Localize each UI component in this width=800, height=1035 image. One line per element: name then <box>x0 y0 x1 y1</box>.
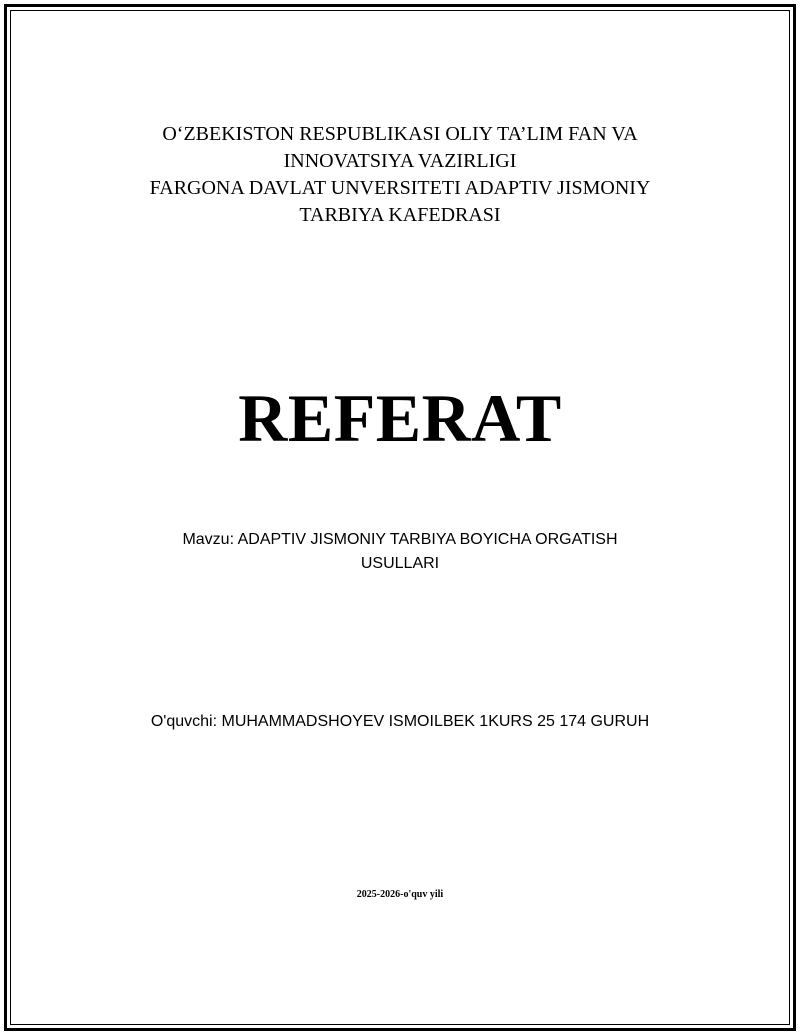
academic-year: 2025-2026-o'quv yili <box>356 889 444 900</box>
institution-header <box>0 121 800 229</box>
topic-line-1: Mavzu: ADAPTIV JISMONIY TARBIYA BOYICHA ORGATISH <box>182 531 618 548</box>
student-info: O'quvchi: MUHAMMADSHOYEV ISMOILBEK 1KURS 25 174 GURUH <box>150 713 650 730</box>
header-line-3: FARGONA DAVLAT UNVERSITETI ADAPTIV JISMONIY <box>149 177 651 199</box>
header-line-1: O‘ZBEKISTON RESPUBLIKASI OLIY TA’LIM FAN VA <box>162 123 638 145</box>
header-line-2: INNOVATSIYA VAZIRLIGI <box>283 150 517 172</box>
header-line-4: TARBIYA KAFEDRASI <box>299 204 501 226</box>
topic <box>0 528 800 576</box>
topic-line-2: USULLARI <box>360 555 440 572</box>
document-title: REFERAT <box>238 380 562 456</box>
